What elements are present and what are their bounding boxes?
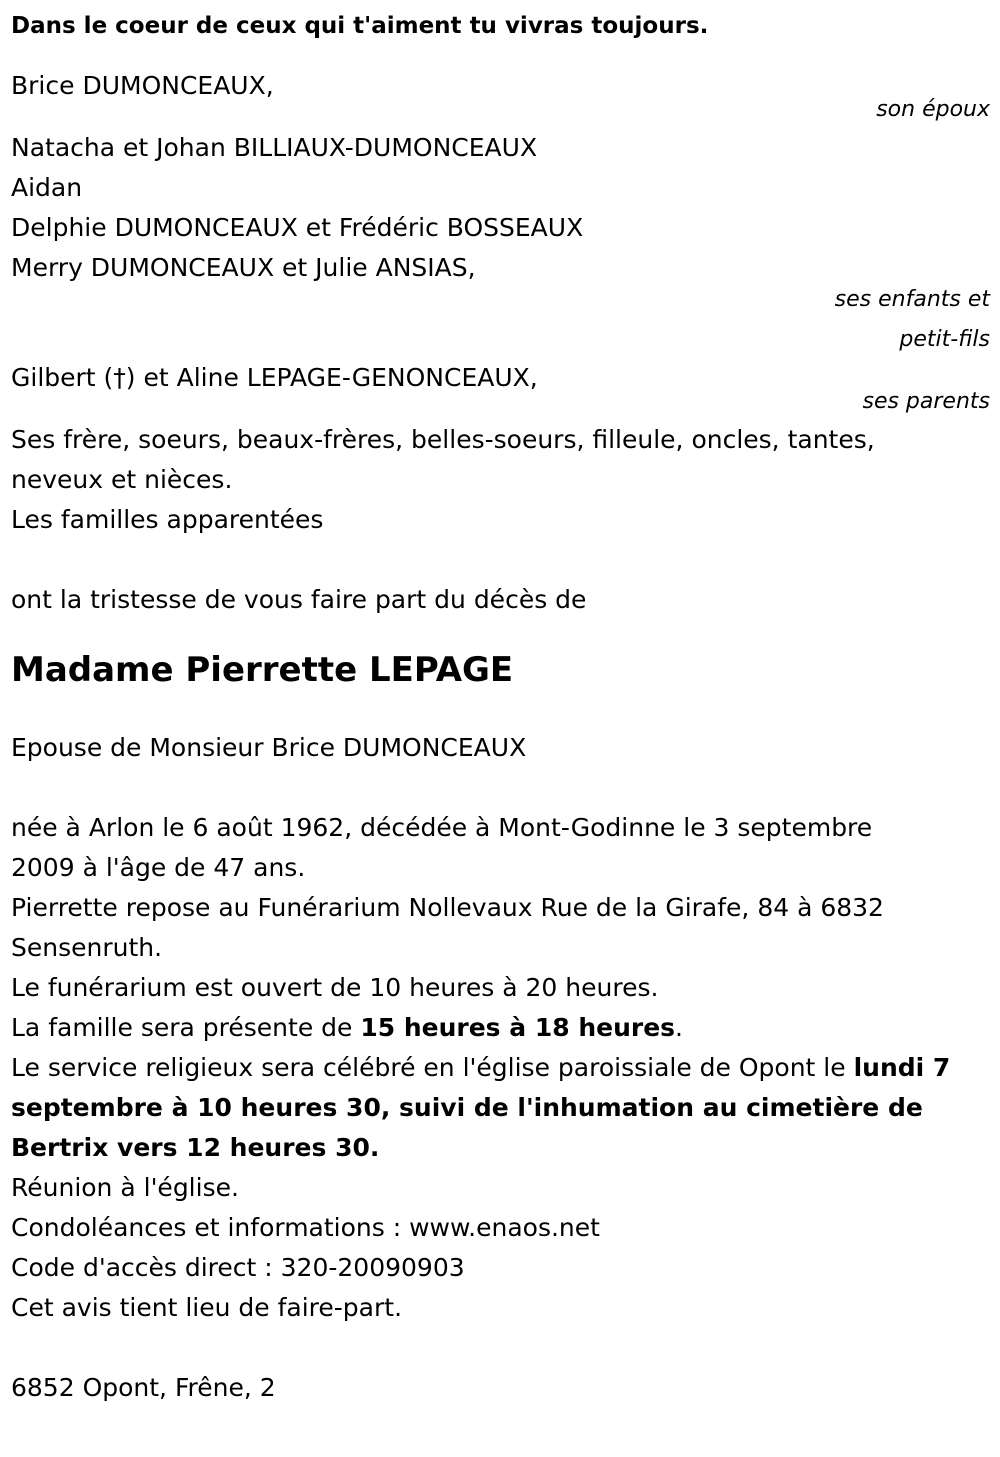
- spouse-name: Brice DUMONCEAUX,: [11, 71, 274, 100]
- family-address: 6852 Opont, Frêne, 2: [11, 1373, 276, 1402]
- list-item: Merry DUMONCEAUX et Julie ANSIAS,: [11, 253, 476, 282]
- list-item: Aidan: [11, 173, 83, 202]
- notice-text: Cet avis tient lieu de faire-part.: [11, 1293, 403, 1322]
- family-presence: [11, 1008, 990, 1048]
- presence-prefix: La famille sera présente de: [11, 1013, 361, 1042]
- children-role-line1: ses enfants et: [834, 287, 990, 312]
- service-line3: Bertrix vers 12 heures 30.: [11, 1133, 380, 1162]
- birth-death-line2: 2009 à l'âge de 47 ans.: [11, 853, 306, 882]
- service-line1: [11, 1048, 990, 1088]
- meeting-text: Réunion à l'église.: [11, 1173, 239, 1202]
- children-role-line2: petit-fils: [899, 327, 990, 352]
- parents-role: ses parents: [862, 389, 990, 414]
- presence-suffix: .: [675, 1013, 683, 1042]
- service-prefix: Le service religieux sera célébré en l'église paroissiale de Opont le: [11, 1053, 854, 1082]
- service-date: lundi 7: [853, 1053, 951, 1082]
- service-line2: septembre à 10 heures 30, suivi de l'inhumation au cimetière de: [11, 1093, 923, 1122]
- funeral-home-hours: Le funérarium est ouvert de 10 heures à 20 heures.: [11, 973, 659, 1002]
- list-item: Delphie DUMONCEAUX et Frédéric BOSSEAUX: [11, 213, 584, 242]
- announcement-text: ont la tristesse de vous faire part du décès de: [11, 585, 587, 614]
- resting-place-line2: Sensenruth.: [11, 933, 163, 962]
- memorial-motto: Dans le coeur de ceux qui t'aiment tu vivras toujours.: [11, 13, 709, 39]
- spouse-role: son époux: [876, 97, 990, 122]
- resting-place-line1: Pierrette repose au Funérarium Nollevaux Rue de la Girafe, 84 à 6832: [11, 893, 884, 922]
- presence-hours: 15 heures à 18 heures: [360, 1013, 676, 1042]
- condolences-text: Condoléances et informations : www.enaos.net: [11, 1213, 600, 1242]
- related-families: Les familles apparentées: [11, 505, 324, 534]
- siblings-line2: neveux et nièces.: [11, 465, 233, 494]
- spouse-of-text: Epouse de Monsieur Brice DUMONCEAUX: [11, 733, 527, 762]
- deceased-name: Madame Pierrette LEPAGE: [11, 650, 514, 690]
- list-item: Natacha et Johan BILLIAUX-DUMONCEAUX: [11, 133, 538, 162]
- access-code-text: Code d'accès direct : 320-20090903: [11, 1253, 465, 1282]
- birth-death-line1: née à Arlon le 6 août 1962, décédée à Mont-Godinne le 3 septembre: [11, 813, 873, 842]
- siblings-line1: Ses frère, soeurs, beaux-frères, belles-soeurs, filleule, oncles, tantes,: [11, 425, 875, 454]
- children-list: [11, 128, 990, 288]
- details-block: [11, 808, 990, 1328]
- parents-names: Gilbert (†) et Aline LEPAGE-GENONCEAUX,: [11, 363, 538, 392]
